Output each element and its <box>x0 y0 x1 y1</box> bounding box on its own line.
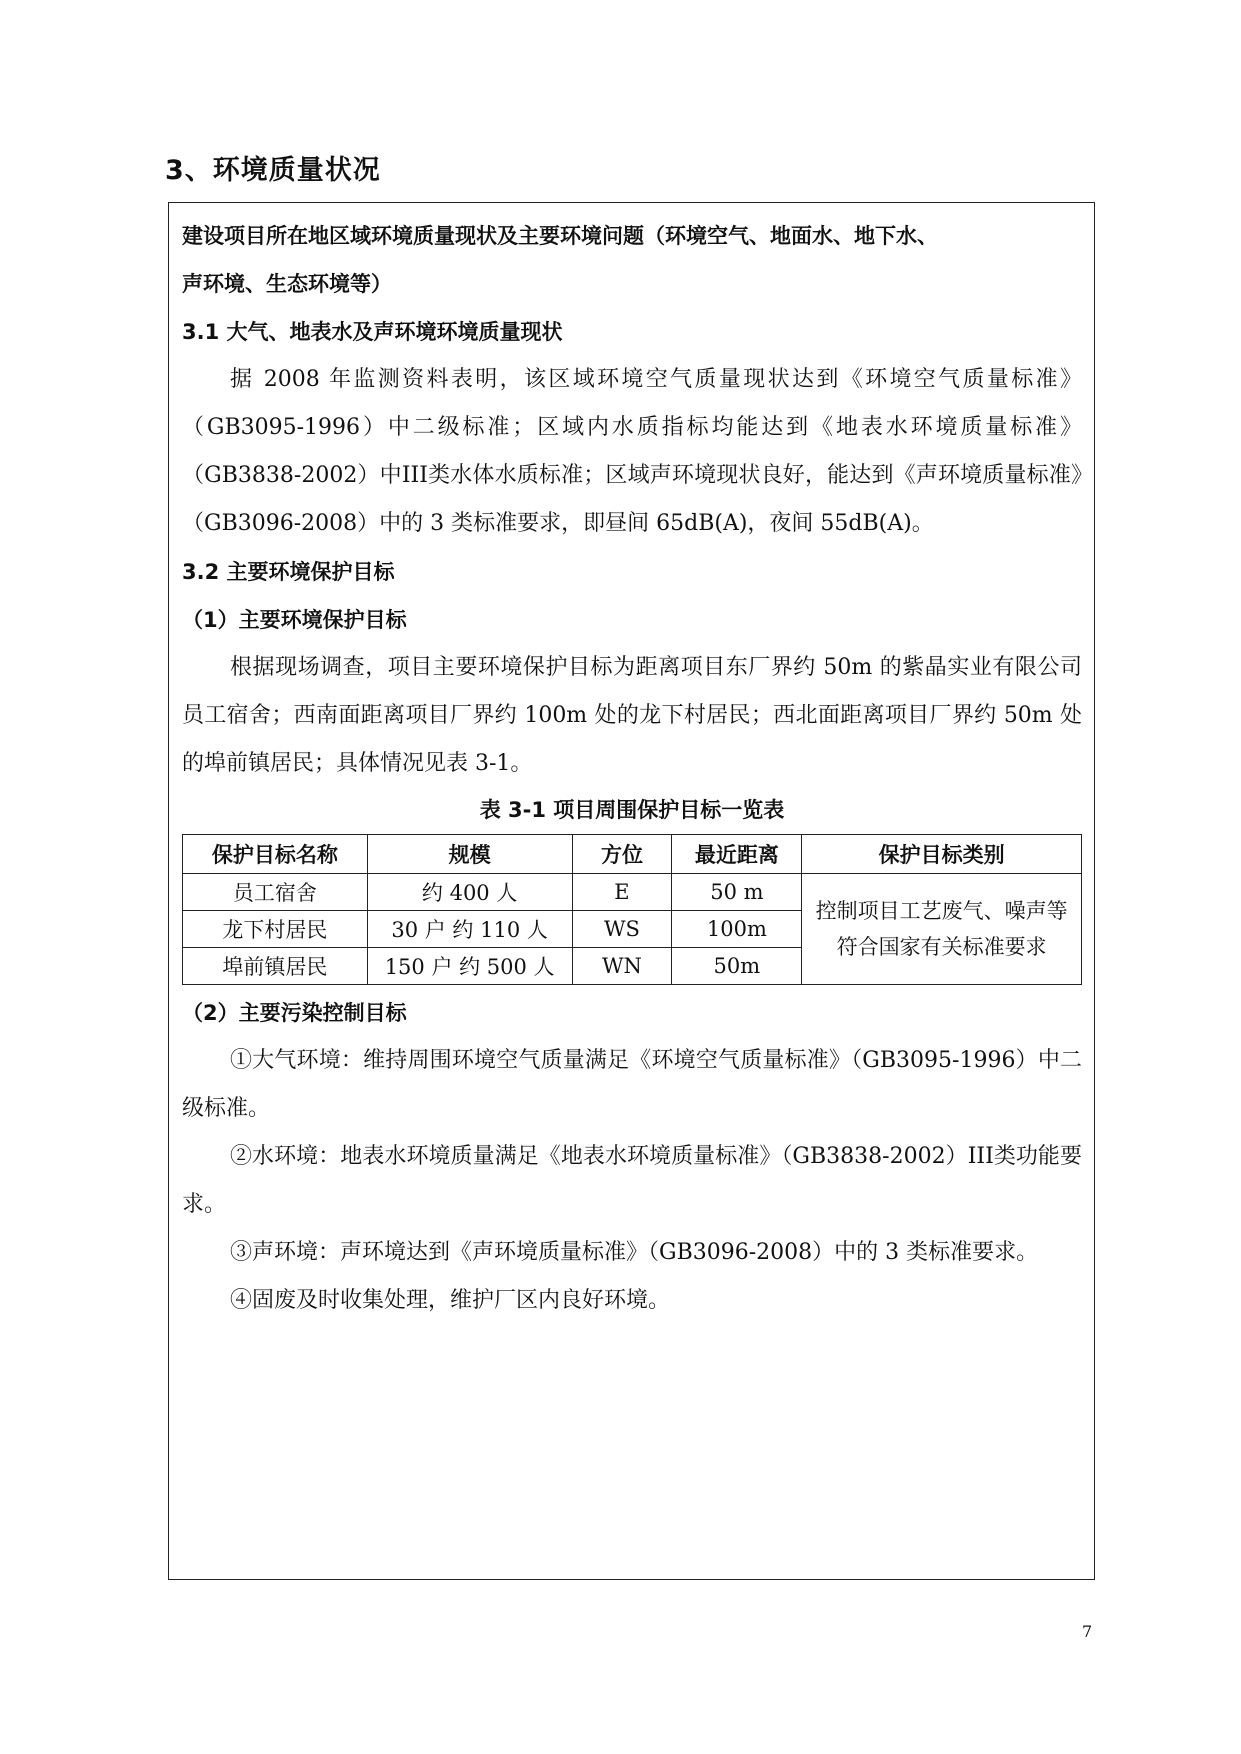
subsection-1-heading: （1）主要环境保护目标 <box>182 608 407 632</box>
control-target-item: ③声环境：声环境达到《声环境质量标准》（GB3096-2008）中的 3 类标准要求。 <box>230 1240 1039 1265</box>
section-title: 3、环境质量状况 <box>165 155 381 186</box>
table-header-cell: 方位 <box>572 835 672 874</box>
control-target-item: ②水环境：地表水环境质量满足《地表水环境质量标准》（GB3838-2002）III类功能要求。 <box>182 1144 1082 1217</box>
content-body <box>182 212 1082 1325</box>
control-target-item: ①大气环境：维持周围环境空气质量满足《环境空气质量标准》（GB3095-1996）中二级标准。 <box>182 1048 1082 1121</box>
target-scale-cell: 约 400 人 <box>367 874 572 911</box>
box-header-line-2: 声环境、生态环境等） <box>182 272 392 296</box>
box-header-line-1: 建设项目所在地区域环境质量现状及主要环境问题（环境空气、地面水、地下水、 <box>182 224 938 248</box>
table-caption: 表 3-1 项目周围保护目标一览表 <box>479 798 785 822</box>
subsection-2-heading: （2）主要污染控制目标 <box>182 1001 407 1025</box>
page-number: 7 <box>1082 1622 1093 1641</box>
section-3-2-paragraph: 根据现场调查，项目主要环境保护目标为距离项目东厂界约 50m 的紫晶实业有限公司员工宿舍；西南面距离项目厂界约 100m 处的龙下村居民；西北面距离项目厂界约 50m 处的埠前镇居民；具体情况见表 3-1。 <box>182 655 1082 776</box>
section-3-1-heading: 3.1 大气、地表水及声环境环境质量现状 <box>182 320 563 344</box>
table-header-cell: 保护目标名称 <box>183 835 368 874</box>
target-category-cell: 控制项目工艺废气、噪声等符合国家有关标准要求 <box>802 874 1082 985</box>
table-header-cell: 规模 <box>367 835 572 874</box>
table-header-row <box>183 835 1082 874</box>
target-direction-cell: WN <box>572 948 672 985</box>
target-name-cell: 员工宿舍 <box>183 874 368 911</box>
target-name-cell: 龙下村居民 <box>183 911 368 948</box>
protection-targets-table <box>182 834 1082 985</box>
control-target-item: ④固废及时收集处理，维护厂区内良好环境。 <box>230 1288 671 1313</box>
target-direction-cell: E <box>572 874 672 911</box>
target-scale-cell: 30 户 约 110 人 <box>367 911 572 948</box>
target-distance-cell: 50 m <box>672 874 802 911</box>
target-direction-cell: WS <box>572 911 672 948</box>
target-scale-cell: 150 户 约 500 人 <box>367 948 572 985</box>
table-row <box>183 874 1082 911</box>
target-distance-cell: 100m <box>672 911 802 948</box>
section-3-2-heading: 3.2 主要环境保护目标 <box>182 560 395 584</box>
target-name-cell: 埠前镇居民 <box>183 948 368 985</box>
table-header-cell: 最近距离 <box>672 835 802 874</box>
table-header-cell: 保护目标类别 <box>802 835 1082 874</box>
section-3-1-paragraph: 据 2008 年监测资料表明，该区域环境空气质量现状达到《环境空气质量标准》（GB3095-1996）中二级标准；区域内水质指标均能达到《地表水环境质量标准》（GB3838-2002）中III类水体水质标准；区域声环境现状良好，能达到《声环境质量标准》（GB3096-2008）中的 3 类标准要求，即昼间 65dB(A)，夜间 55dB(A)。 <box>182 367 1082 536</box>
target-distance-cell: 50m <box>672 948 802 985</box>
